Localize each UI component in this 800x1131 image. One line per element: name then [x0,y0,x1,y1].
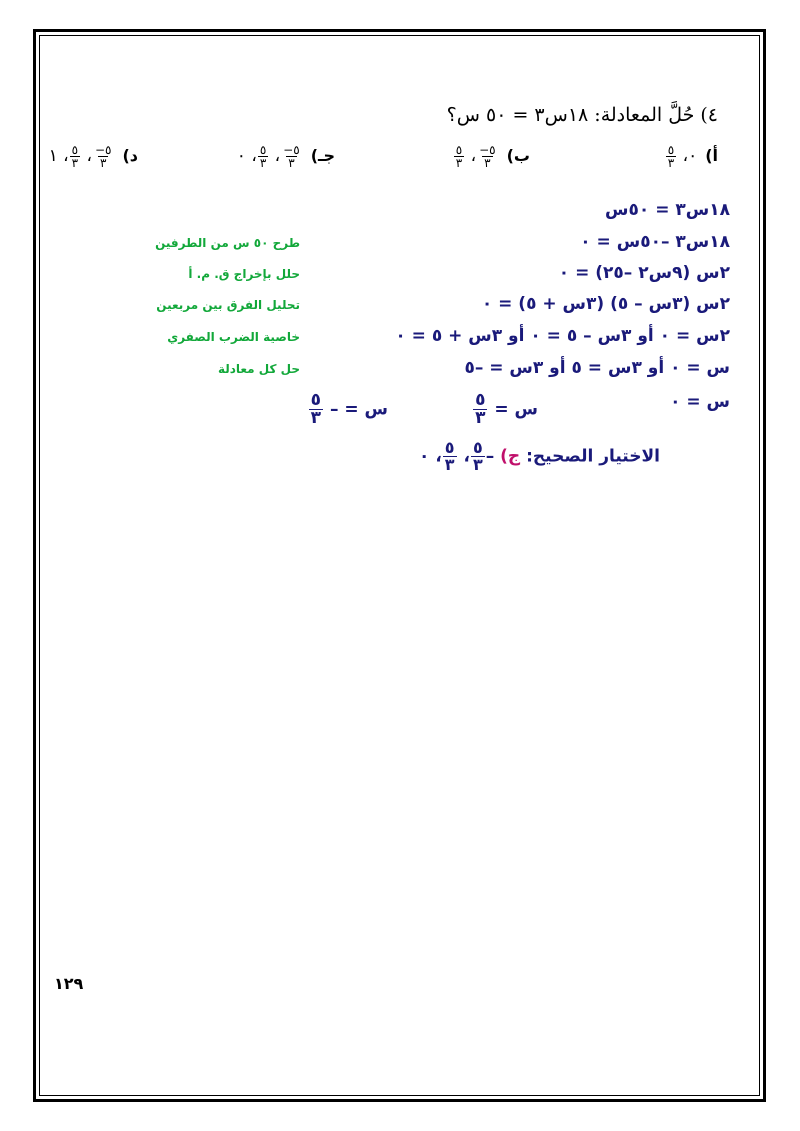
solution-negative [308,392,388,427]
option-b-fraction-2: $\frac{٥}{٣}$ [455,143,463,170]
solution-positive [472,392,538,427]
solution-positive-text: س = [494,399,538,420]
step-4-equation: ٢س (٣س – ٥) (٣س + ٥) = ٠ [481,294,730,314]
solution-negative-fraction: $\frac{٥}{٣}$ [310,390,322,428]
step-4-note: تحليل الفرق بين مربعين [156,298,300,312]
answer-prefix: الاختيار الصحيح: [526,446,660,467]
solution-positive-fraction: $\frac{٥}{٣}$ [475,390,486,428]
option-a [665,144,718,169]
option-b-fraction-1: $\frac{٥-}{٣}$ [479,143,496,170]
option-d: د) $\frac{٥-}{٣}$ ، $\frac{٥}{٣}$ ، ١ [48,143,138,170]
option-d-suffix: ، ١ [48,146,69,166]
option-c: جـ) $\frac{٥-}{٣}$ ، $\frac{٥}{٣}$ ، ٠ [236,143,335,170]
option-c-fraction-1: $\frac{٥-}{٣}$ [283,143,300,170]
option-c-fraction-2: $\frac{٥}{٣}$ [259,143,267,170]
page-border-inner [39,35,760,1096]
step-2-equation: ١٨س٣ –٥٠س = ٠ [580,232,730,252]
question-text: ٤) حُلَّ المعادلة: ١٨س٣ = ٥٠ س؟ [446,104,718,126]
step-1-equation: ١٨س٣ = ٥٠س [605,200,730,220]
option-a-label: أ) [705,146,718,165]
option-c-suffix: ، ٠ [236,146,257,166]
answer-choice: ج) [500,446,521,467]
answer-separator-1: ، [463,446,470,467]
step-2-note: طرح ٥٠ س من الطرفين [155,236,300,250]
step-3-equation: ٢س (٩س٢ –٢٥) = ٠ [558,263,730,283]
answer-separator-2: ، [435,446,442,467]
option-d-label: د) [122,146,138,165]
option-d-fraction-2: $\frac{٥}{٣}$ [71,143,79,170]
option-a-prefix: ٠، [677,146,698,166]
answer-zero: ٠ [419,446,430,467]
option-a-fraction: $\frac{٥}{٣}$ [667,143,675,170]
step-6-note: حل كل معادلة [217,362,300,376]
solution-zero [670,392,730,412]
option-d-fraction-1: $\frac{٥-}{٣}$ [94,143,112,170]
option-b: ب) $\frac{٥-}{٣}$ ، $\frac{٥}{٣}$ [455,143,530,170]
option-c-label: جـ) [310,146,335,165]
solution-negative-text: س = – [329,399,388,420]
step-5-equation: ٢س = ٠ أو ٣س – ٥ = ٠ أو ٣س + ٥ = ٠ [395,326,730,346]
page-number: ١٢٩ [54,974,84,993]
solution-zero-text: س = ٠ [670,392,730,412]
answer-fraction-2: $\frac{٥}{٣}$ [444,438,455,474]
step-6-equation: س = ٠ أو ٣س = ٥ أو ٣س = –٥ [464,358,730,378]
correct-answer [419,440,660,473]
step-5-note: خاصية الضرب الصفري [167,330,300,344]
answer-minus: – [485,446,495,467]
option-b-label: ب) [506,146,530,165]
step-3-note: حلل بإخراج ق. م. أ [188,267,300,281]
answer-fraction-1: $\frac{٥}{٣}$ [472,438,483,474]
